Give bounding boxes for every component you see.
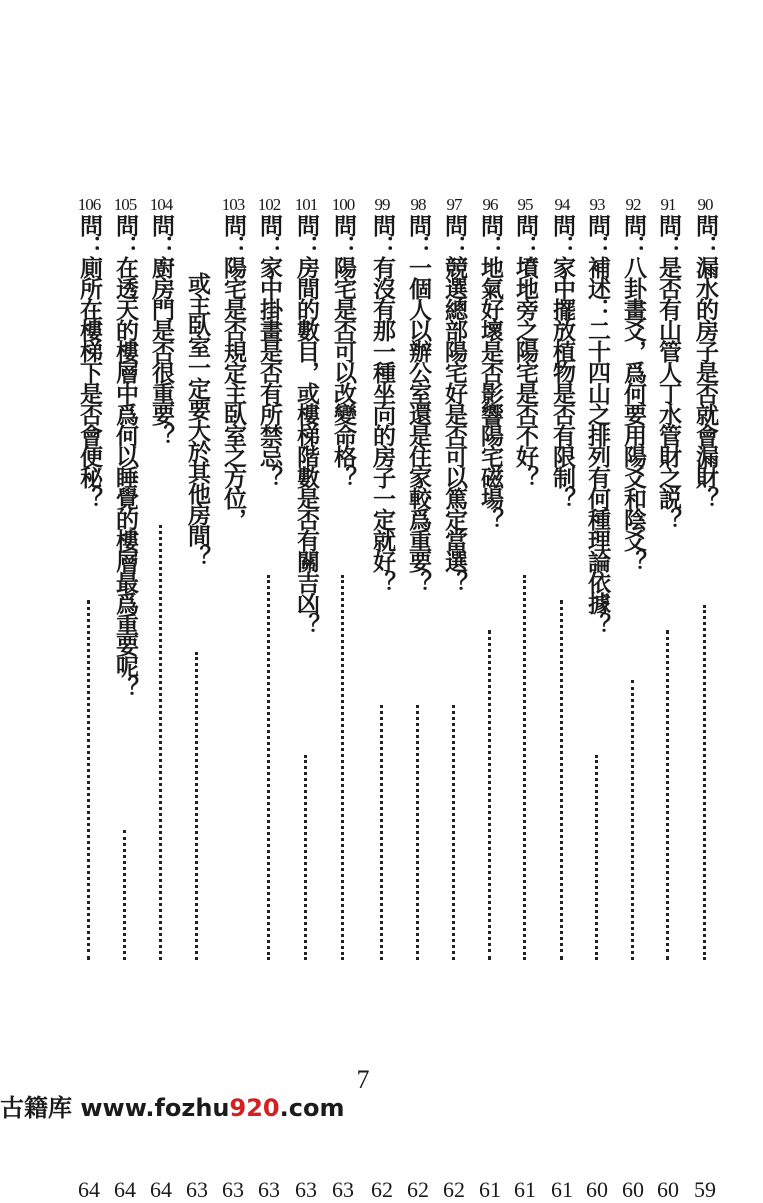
question-text xyxy=(150,214,174,445)
question-body: ：八卦畫爻，爲何要用陽爻和陰爻？ xyxy=(620,235,647,571)
question-number: 91 xyxy=(660,195,676,214)
question-text xyxy=(514,214,538,487)
question-body: ：墳地旁之陽宅是否不好？ xyxy=(512,235,539,487)
toc-page-number: 60 xyxy=(586,1177,608,1202)
question-text xyxy=(657,214,681,529)
question-body: ：有沒有那一種坐向的房子一定就好？ xyxy=(369,235,396,592)
question-prefix: 問 xyxy=(620,214,647,235)
dot-leader xyxy=(195,652,198,960)
question-text xyxy=(407,214,431,592)
toc-page-number: 63 xyxy=(258,1177,280,1202)
question-prefix: 問 xyxy=(220,214,247,235)
question-number: 98 xyxy=(410,195,426,214)
dot-leader xyxy=(666,630,669,960)
toc-page-number: 61 xyxy=(551,1177,573,1202)
toc-entry xyxy=(510,195,540,1202)
page-number: 7 xyxy=(356,1065,370,1094)
question-prefix: 問 xyxy=(655,214,682,235)
dot-leader xyxy=(488,630,491,960)
dot-leader xyxy=(631,680,634,960)
question-number: 97 xyxy=(446,195,462,214)
question-prefix: 問 xyxy=(549,214,576,235)
question-body: ：廁所在樓梯下是否會便秘？ xyxy=(76,235,103,508)
question-text xyxy=(586,214,610,634)
question-number: 95 xyxy=(517,195,533,214)
toc-page-number: 61 xyxy=(514,1177,536,1202)
watermark-highlight: 920 xyxy=(229,1094,280,1122)
toc-page-number: 62 xyxy=(407,1177,429,1202)
toc-page-number: 64 xyxy=(78,1177,100,1202)
toc-entry xyxy=(690,195,720,1202)
dot-leader xyxy=(267,575,270,960)
dot-leader xyxy=(341,575,344,960)
question-prefix: 問 xyxy=(477,214,504,235)
dot-leader xyxy=(159,525,162,960)
question-prefix: 問 xyxy=(512,214,539,235)
toc-entry xyxy=(218,195,248,1202)
dot-leader xyxy=(523,575,526,960)
toc-page-number: 60 xyxy=(622,1177,644,1202)
toc-page-number: 61 xyxy=(479,1177,501,1202)
toc-entry xyxy=(291,195,321,1202)
dot-leader xyxy=(560,600,563,960)
question-body: ：廚房門是否很重要？ xyxy=(148,235,175,445)
question-prefix: 問 xyxy=(256,214,283,235)
dot-leader xyxy=(452,705,455,960)
question-text xyxy=(622,214,646,571)
question-prefix: 問 xyxy=(293,214,320,235)
question-prefix: 問 xyxy=(112,214,139,235)
toc-entry xyxy=(367,195,397,1202)
toc-entry xyxy=(475,195,505,1202)
question-body: ：在透天的樓層中爲何以睡覺的樓層最爲重要呢？ xyxy=(112,235,139,697)
question-prefix: 問 xyxy=(330,214,357,235)
dot-leader xyxy=(123,830,126,960)
question-number: 100 xyxy=(331,195,355,214)
question-body: ：一個人以辦公室還是住家較爲重要？ xyxy=(405,235,432,592)
watermark-prefix: 古籍库 www.fozhu xyxy=(0,1094,230,1122)
dot-leader xyxy=(304,755,307,960)
question-body: ：房間的數目，或樓梯階數是否有關吉凶？ xyxy=(293,235,320,634)
toc-entry xyxy=(439,195,469,1202)
question-text xyxy=(295,214,319,634)
toc-page-number: 63 xyxy=(186,1177,208,1202)
question-number: 105 xyxy=(113,195,137,214)
toc-page-number: 64 xyxy=(150,1177,172,1202)
question-prefix: 問 xyxy=(441,214,468,235)
question-number: 104 xyxy=(149,195,173,214)
watermark-suffix: .com xyxy=(279,1094,345,1122)
question-text xyxy=(332,214,356,487)
question-number: 93 xyxy=(589,195,605,214)
question-number: 94 xyxy=(554,195,570,214)
question-text xyxy=(371,214,395,592)
toc-entry xyxy=(547,195,577,1202)
question-number: 92 xyxy=(625,195,641,214)
toc-page-number: 62 xyxy=(443,1177,465,1202)
toc-page-number: 63 xyxy=(222,1177,244,1202)
question-text xyxy=(258,214,282,487)
question-prefix: 問 xyxy=(584,214,611,235)
toc-entry xyxy=(328,195,358,1202)
toc-page-number: 62 xyxy=(371,1177,393,1202)
dot-leader xyxy=(380,705,383,960)
question-body: ：家中擺放植物是否有限制？ xyxy=(549,235,576,508)
dot-leader xyxy=(703,605,706,960)
watermark[interactable] xyxy=(0,1093,344,1123)
question-body: ：陽宅是否規定主臥室之方位， xyxy=(220,235,247,529)
toc-entry xyxy=(653,195,683,1202)
question-number: 102 xyxy=(257,195,281,214)
question-number: 90 xyxy=(697,195,713,214)
toc-entry xyxy=(582,195,612,1202)
question-number: 99 xyxy=(374,195,390,214)
question-prefix: 問 xyxy=(148,214,175,235)
question-number: 96 xyxy=(482,195,498,214)
toc-entry-continuation xyxy=(182,195,212,1202)
question-text xyxy=(551,214,575,508)
question-text xyxy=(479,214,503,529)
question-number: 103 xyxy=(221,195,245,214)
question-text xyxy=(694,214,718,508)
toc-entry xyxy=(146,195,176,1202)
question-text xyxy=(222,214,246,529)
question-body: ：是否有山管人丁水管財之説？ xyxy=(655,235,682,529)
question-number: 106 xyxy=(77,195,101,214)
dot-leader xyxy=(416,705,419,960)
question-body: ：補述：二十四山之排列有何種理論依據？ xyxy=(584,235,611,634)
question-number: 101 xyxy=(294,195,318,214)
toc-entry xyxy=(403,195,433,1202)
question-body: ：陽宅是否可以改變命格？ xyxy=(330,235,357,487)
toc-page-number: 63 xyxy=(332,1177,354,1202)
dot-leader xyxy=(595,755,598,960)
toc-page-number: 64 xyxy=(114,1177,136,1202)
question-text xyxy=(114,214,138,697)
question-text-continuation: 或主臥室一定要大於其他房間？ xyxy=(184,272,211,566)
question-prefix: 問 xyxy=(692,214,719,235)
question-body: ：漏水的房子是否就會漏財？ xyxy=(692,235,719,508)
dot-leader xyxy=(87,600,90,960)
question-body: ：地氣好壞是否影響陽宅磁場？ xyxy=(477,235,504,529)
question-text xyxy=(78,214,102,508)
question-prefix: 問 xyxy=(76,214,103,235)
toc-page-number: 59 xyxy=(694,1177,716,1202)
question-body: ：家中掛畫是否有所禁忌？ xyxy=(256,235,283,487)
toc-entry xyxy=(74,195,104,1202)
toc-entry xyxy=(254,195,284,1202)
toc-entry xyxy=(618,195,648,1202)
question-prefix: 問 xyxy=(405,214,432,235)
question-body: ：競選總部陽宅好是否可以篤定當選？ xyxy=(441,235,468,592)
question-text xyxy=(443,214,467,592)
toc-page-number: 63 xyxy=(295,1177,317,1202)
toc-entry xyxy=(110,195,140,1202)
question-prefix: 問 xyxy=(369,214,396,235)
toc-page-number: 60 xyxy=(657,1177,679,1202)
